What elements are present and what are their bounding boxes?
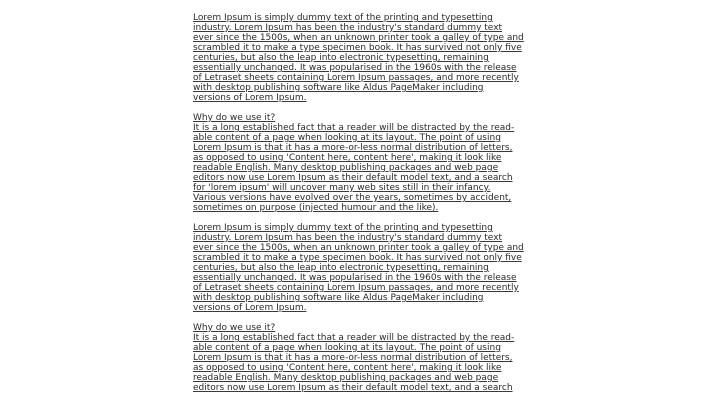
text-line: centuries, but also the leap into electronic typesetting, remaining: [193, 53, 489, 63]
text-line: Lorem Ipsum is that it has a more-or-less normal distribution of letters,: [193, 143, 513, 153]
text-line: Lorem Ipsum is that it has a more-or-less normal distribution of letters,: [193, 353, 513, 363]
text-line: able content of a page when looking at its layout. The point of using: [193, 133, 501, 143]
text-line: essentially unchanged. It was popularised in the 1960s with the release: [193, 63, 517, 73]
text-line: Various versions have evolved over the years, sometimes by accident,: [193, 193, 512, 203]
text-line: versions of Lorem Ipsum.: [193, 303, 307, 313]
text-line: able content of a page when looking at its layout. The point of using: [193, 343, 501, 353]
text-line: It is a long established fact that a reader will be distracted by the read-: [193, 123, 515, 133]
paragraph: [193, 113, 533, 213]
text-line: essentially unchanged. It was popularised in the 1960s with the release: [193, 273, 517, 283]
text-line: of Letraset sheets containing Lorem Ipsum passages, and more recently: [193, 283, 519, 293]
text-line: Why do we use it?: [193, 113, 276, 123]
text-line: It is a long established fact that a reader will be distracted by the read-: [193, 333, 515, 343]
text-line: scrambled it to make a type specimen book. It has survived not only five: [193, 43, 522, 53]
text-line: for 'lorem ipsum' will uncover many web sites still in their infancy.: [193, 183, 491, 193]
paragraph: [193, 13, 533, 103]
text-line: readable English. Many desktop publishing packages and web page: [193, 163, 499, 173]
paragraph: [193, 223, 533, 313]
text-line: sometimes on purpose (injected humour and the like).: [193, 203, 439, 213]
text-line: centuries, but also the leap into electronic typesetting, remaining: [193, 263, 489, 273]
text-line: Why do we use it?: [193, 323, 276, 333]
text-line: readable English. Many desktop publishing packages and web page: [193, 373, 499, 383]
paragraph: [193, 323, 533, 393]
text-line: editors now use Lorem Ipsum as their default model text, and a search: [193, 383, 513, 393]
text-line: of Letraset sheets containing Lorem Ipsum passages, and more recently: [193, 73, 519, 83]
article-column: [193, 13, 533, 400]
text-line: Lorem Ipsum is simply dummy text of the printing and typesetting: [193, 223, 493, 233]
text-line: scrambled it to make a type specimen book. It has survived not only five: [193, 253, 522, 263]
text-line: ever since the 1500s, when an unknown printer took a galley of type and: [193, 243, 524, 253]
text-line: with desktop publishing software like Aldus PageMaker including: [193, 83, 484, 93]
text-line: Lorem Ipsum is simply dummy text of the printing and typesetting: [193, 13, 493, 23]
text-line: as opposed to using 'Content here, content here', making it look like: [193, 153, 502, 163]
text-line: as opposed to using 'Content here, content here', making it look like: [193, 363, 502, 373]
text-line: with desktop publishing software like Aldus PageMaker including: [193, 293, 484, 303]
text-line: ever since the 1500s, when an unknown printer took a galley of type and: [193, 33, 524, 43]
text-line: versions of Lorem Ipsum.: [193, 93, 307, 103]
text-line: industry. Lorem Ipsum has been the industry's standard dummy text: [193, 233, 503, 243]
text-line: editors now use Lorem Ipsum as their default model text, and a search: [193, 173, 513, 183]
text-line: industry. Lorem Ipsum has been the industry's standard dummy text: [193, 23, 503, 33]
